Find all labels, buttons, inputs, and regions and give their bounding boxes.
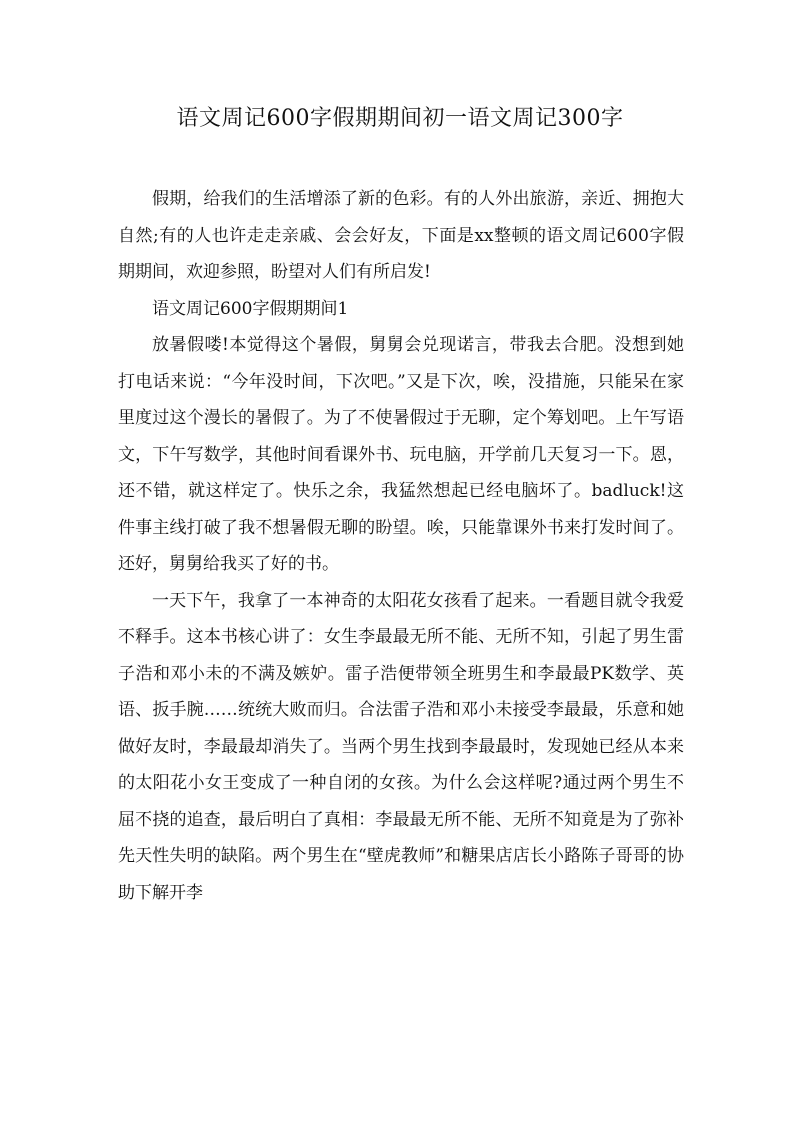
intro-paragraph: 假期，给我们的生活增添了新的色彩。有的人外出旅游，亲近、拥抱大自然;有的人也许走走亲戚、会会好友，下面是xx整顿的语文周记600字假期期间，欢迎参照，盼望对人们有所启发! [118, 189, 684, 282]
section-heading: 语文周记600字假期期间1 [152, 298, 349, 319]
document-body [118, 181, 684, 911]
document-title: 语文周记600字假期期间初一语文周记300字 [176, 106, 624, 131]
body-paragraph: 放暑假喽!本觉得这个暑假，舅舅会兑现诺言，带我去合肥。没想到她打电话来说：“今年没时间，下次吧。”又是下次，唉，没措施，只能呆在家里度过这个漫长的暑假了。为了不使暑假过于无聊，定个筹划吧。上午写语文，下午写数学，其他时间看课外书、玩电脑，开学前几天复习一下。恩，还不错，就这样定了。快乐之余，我猛然想起已经电脑坏了。badluck!这件事主线打破了我不想暑假无聊的盼望。唉，只能靠课外书来打发时间了。还好，舅舅给我买了好的书。 [118, 335, 684, 574]
body-paragraph: 一天下午，我拿了一本神奇的太阳花女孩看了起来。一看题目就令我爱不释手。这本书核心讲了：女生李最最无所不能、无所不知，引起了男生雷子浩和邓小未的不满及嫉妒。雷子浩便带领全班男生和李最最PK数学、英语、扳手腕……统统大败而归。合法雷子浩和邓小未接受李最最，乐意和她做好友时，李最最却消失了。当两个男生找到李最最时，发现她已经从本来的太阳花小女王变成了一种自闭的女孩。为什么会这样呢?通过两个男生不屈不挠的追查，最后明白了真相：李最最无所不能、无所不知竟是为了弥补先天性失明的缺陷。两个男生在“壁虎教师”和糖果店店长小路陈子哥哥的协助下解开李 [118, 590, 684, 903]
